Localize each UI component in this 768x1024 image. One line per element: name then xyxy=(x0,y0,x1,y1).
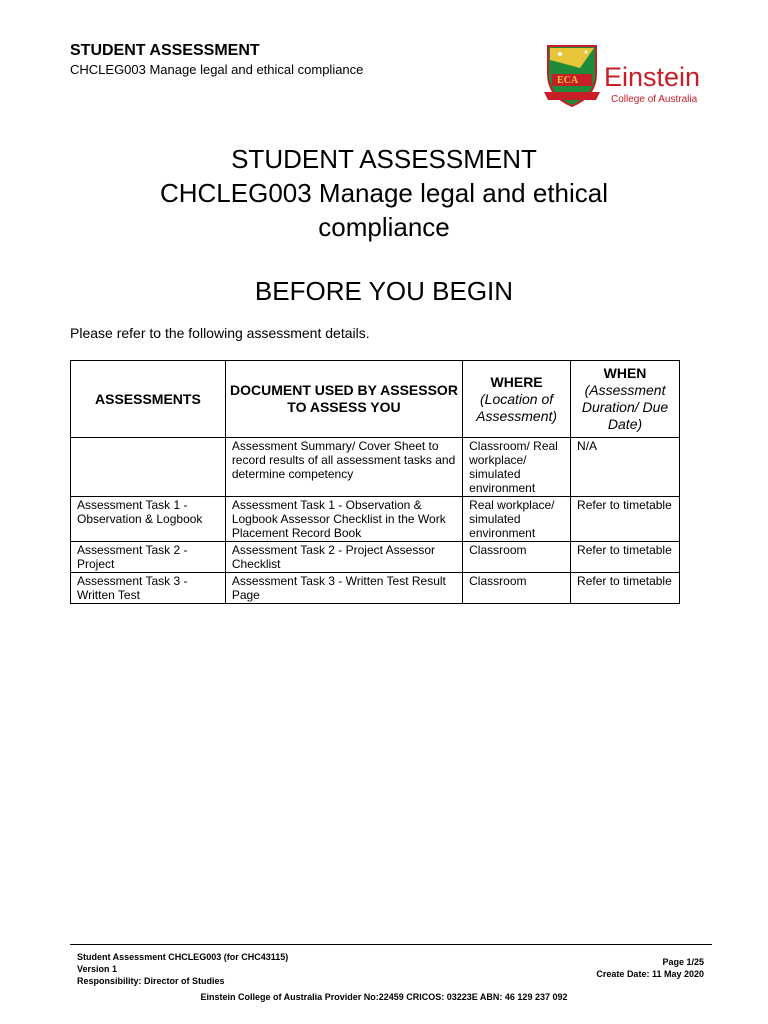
table-row xyxy=(71,573,680,604)
footer-create-date: Create Date: 11 May 2020 xyxy=(596,969,704,979)
title-line-1: STUDENT ASSESSMENT xyxy=(231,144,537,174)
assessment-table xyxy=(70,360,680,604)
cell-assessment: Assessment Task 2 - Project xyxy=(71,542,226,573)
cell-where: Classroom xyxy=(463,542,571,573)
title-line-3: compliance xyxy=(318,212,450,242)
logo-subname: College of Australia xyxy=(611,94,698,105)
footer-provider: Einstein College of Australia Provider No:22459 CRICOS: 03223E ABN: 46 129 237 092 xyxy=(200,992,568,1002)
footer-version: Version 1 xyxy=(77,964,118,974)
cell-document: Assessment Summary/ Cover Sheet to record results of all assessment tasks and determine competency xyxy=(225,438,462,497)
header-document xyxy=(225,361,462,438)
cell-when: Refer to timetable xyxy=(571,497,680,542)
footer-doc: Student Assessment CHCLEG003 (for CHC43115) xyxy=(77,952,289,962)
table-row xyxy=(71,497,680,542)
logo-initials: ECA xyxy=(557,75,579,86)
cell-assessment: Assessment Task 3 - Written Test xyxy=(71,573,226,604)
footer-right xyxy=(596,956,704,980)
header-when xyxy=(571,361,680,438)
table-header-row xyxy=(71,361,680,438)
cell-where: Classroom xyxy=(463,573,571,604)
intro-text: Please refer to the following assessment details. xyxy=(70,325,370,341)
footer-divider xyxy=(70,944,712,945)
cell-where: Real workplace/ simulated environment xyxy=(463,497,571,542)
header-title: STUDENT ASSESSMENT xyxy=(70,42,260,59)
page-title xyxy=(0,142,768,244)
header-when-sub: (Assessment Duration/ Due Date) xyxy=(581,382,669,432)
section-title: BEFORE YOU BEGIN xyxy=(254,276,514,306)
table-row xyxy=(71,438,680,497)
header-where-label: WHERE xyxy=(490,373,543,390)
header-assessments-label: ASSESSMENTS xyxy=(95,390,201,407)
header-assessments xyxy=(71,361,226,438)
cell-document: Assessment Task 1 - Observation & Logbook Assessor Checklist in the Work Placement Record Book xyxy=(225,497,462,542)
logo-name: Einstein xyxy=(604,62,701,92)
header-document-label: DOCUMENT USED BY ASSESSOR TO ASSESS YOU xyxy=(230,382,458,415)
header-where xyxy=(463,361,571,438)
cell-assessment xyxy=(71,438,226,497)
footer-page: Page 1/25 xyxy=(662,957,704,967)
cell-document: Assessment Task 2 - Project Assessor Checklist xyxy=(225,542,462,573)
title-line-2: CHCLEG003 Manage legal and ethical xyxy=(159,178,609,208)
table-row xyxy=(71,542,680,573)
cell-where: Classroom/ Real workplace/ simulated environment xyxy=(463,438,571,497)
footer-left xyxy=(77,951,288,987)
cell-assessment: Assessment Task 1 - Observation & Logbook xyxy=(71,497,226,542)
cell-document: Assessment Task 3 - Written Test Result Page xyxy=(225,573,462,604)
cell-when: N/A xyxy=(571,438,680,497)
cell-when: Refer to timetable xyxy=(571,573,680,604)
footer-responsibility: Responsibility: Director of Studies xyxy=(77,976,225,986)
header-when-label: WHEN xyxy=(603,365,647,381)
cell-when: Refer to timetable xyxy=(571,542,680,573)
header-where-sub: (Location of Assessment) xyxy=(476,390,558,424)
header-subtitle: CHCLEG003 Manage legal and ethical compliance xyxy=(70,62,364,77)
